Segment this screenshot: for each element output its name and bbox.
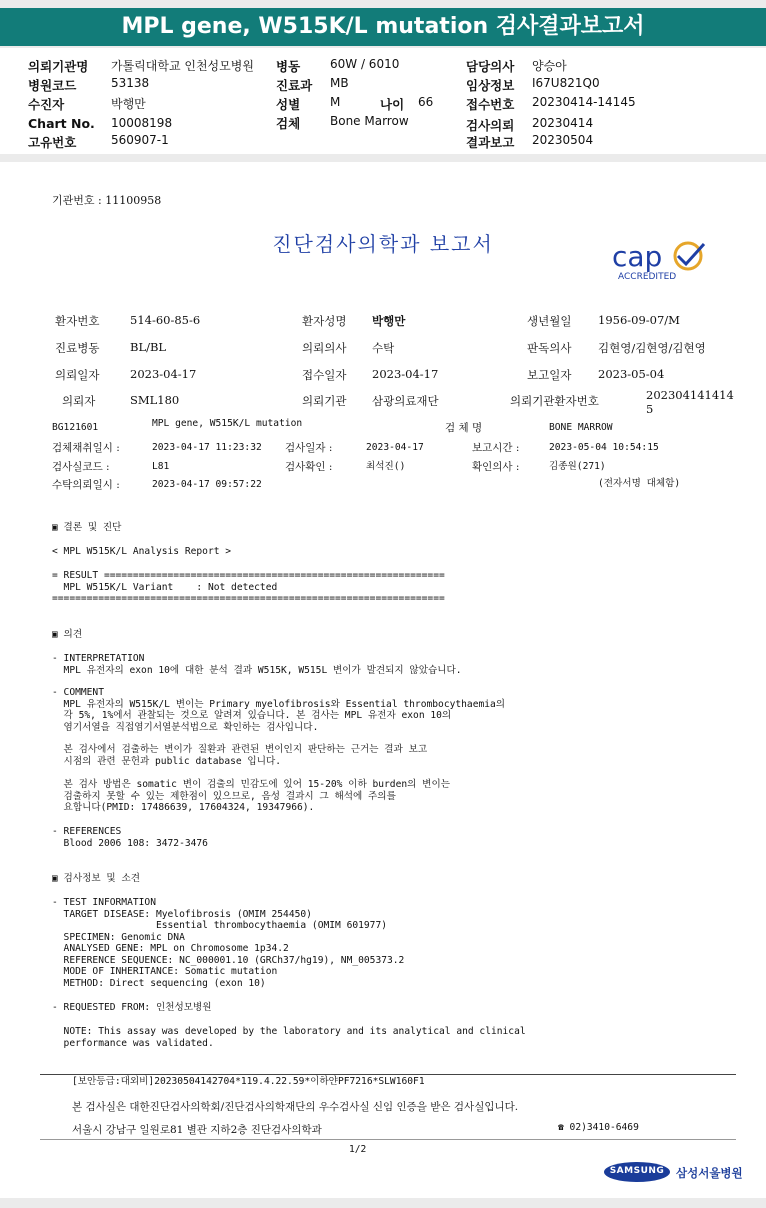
label-specimen-name: 검 체 명: [445, 422, 483, 434]
samsung-logo-text: SAMSUNG: [609, 1166, 665, 1176]
value-test-confirm: 최석진(): [366, 461, 406, 472]
label-patient-no: 환자번호: [55, 314, 100, 328]
security-line: [보안등급:대외비]20230504142704*119.4.22.59*이하얀PF7216*SLW160F1: [72, 1076, 425, 1087]
label-attending-physician: 담당의사: [466, 59, 515, 74]
document-title: 진단검사의학과 보고서: [272, 232, 494, 256]
test-name: MPL gene, W515K/L mutation: [152, 418, 303, 429]
value-requesting-doctor: 수탁: [372, 341, 395, 355]
value-request-day: 2023-04-17: [130, 367, 197, 381]
footer-divider: [40, 1074, 736, 1075]
certification-statement: 본 검사실은 대한진단검사의학회/진단검사의학재단의 우수검사실 신임 인증을 받은 검사실입니다.: [72, 1101, 519, 1113]
value-ward: 60W / 6010: [330, 57, 400, 71]
section-conclusion: ▣ 결론 및 진단: [52, 522, 122, 533]
cap-accredited-logo: [610, 234, 710, 282]
samsung-logo: [604, 1162, 670, 1182]
report-title: MPL gene, W515K/L mutation 검사결과보고서: [0, 8, 766, 46]
value-reading-doctor: 김현영/김현영/김현영: [598, 341, 706, 355]
lab-address: 서울시 강남구 일원로81 별관 지하2층 진단검사의학과: [72, 1124, 322, 1136]
section-opinion: ▣ 의견: [52, 629, 83, 640]
comment: - COMMENT MPL 유전자의 W515K/L 변이는 Primary myelofibrosis와 Essential thrombocythaemia의 각 5%, 1%에서 관찰되는 것으로 알려져 있습니다. 본 검사는 MPL 유전자 exon 10의 염기서열을 직접염기서열분석법으로 확인하는 검사입니다.: [52, 687, 506, 733]
label-report-time: 보고시간 :: [472, 442, 520, 454]
lab-phone: ☎ 02)3410-6469: [558, 1122, 639, 1133]
institution-number: 기관번호 : 11100958: [52, 194, 162, 207]
label-specimen: 검체: [276, 116, 301, 131]
label-reading-doctor: 판독의사: [527, 341, 572, 355]
value-age: 66: [418, 95, 434, 109]
header-info: [0, 48, 766, 154]
value-confirm-doctor: 김종원(271): [549, 461, 606, 472]
test-information: - TEST INFORMATION TARGET DISEASE: Myelofibrosis (OMIM 254450) Essential thrombocythaemia (OMIM 601977) SPECIMEN: Genomic DNA ANALYSED GENE: MPL on Chromosome 1p34.2 REFERENCE SEQUENCE: NC_000001.10 (GRCh37/hg19), NM_005373.2 MODE OF INHERITANCE: Somatic mutation METHOD: Direct sequencing (exon 10): [52, 897, 405, 989]
label-collect-time: 검체채취일시 :: [52, 442, 120, 454]
label-age: 나이: [380, 97, 405, 112]
electronic-signature-note: (전자서명 대체함): [598, 478, 681, 489]
label-report-day: 보고일자: [527, 368, 572, 382]
label-request-day: 의뢰일자: [55, 368, 100, 382]
value-result-date: 20230504: [532, 133, 594, 147]
label-lab-code: 검사실코드 :: [52, 461, 110, 473]
cap-accredited-text: ACCREDITED: [618, 272, 677, 282]
value-lab-code: L81: [152, 461, 170, 472]
requested-from: - REQUESTED FROM: 인천성모병원: [52, 1002, 212, 1013]
label-clinical-info: 임상정보: [466, 78, 515, 93]
value-sex: M: [330, 95, 341, 109]
label-ward: 병동: [276, 59, 301, 74]
cap-word: cap: [612, 240, 663, 273]
label-test-date: 검사일자 :: [285, 442, 333, 454]
bottom-divider: [40, 1139, 736, 1140]
page-number: 1/2: [349, 1144, 367, 1155]
value-outsource-time: 2023-04-17 09:57:22: [152, 479, 262, 490]
value-birthdate: 1956-09-07/M: [598, 313, 680, 327]
result-block: = RESULT =========================================================== MPL W515K/L Variant : Not detected ====================================================================: [52, 570, 445, 604]
label-requesting-institution: 의뢰기관명: [28, 59, 89, 74]
label-hospital-code: 병원코드: [28, 78, 77, 93]
value-patient-no: 514-60-85-6: [130, 313, 201, 327]
label-test-confirm: 검사확인 :: [285, 461, 333, 473]
value-org-patient-no-suffix: 5: [646, 402, 654, 416]
label-receipt-day: 접수일자: [302, 368, 347, 382]
value-ward-room: BL/BL: [130, 340, 167, 354]
value-patient-name: 박행만: [372, 314, 406, 328]
value-chart-no: 10008198: [111, 116, 173, 130]
value-department: MB: [330, 76, 349, 90]
label-requesting-org: 의뢰기관: [302, 394, 347, 408]
label-requesting-doctor: 의뢰의사: [302, 341, 347, 355]
validation-note: NOTE: This assay was developed by the laboratory and its analytical and clinical performance was validated.: [63, 1026, 526, 1049]
comment-basis: 본 검사에서 검출하는 변이가 질환과 관련된 변이인지 판단하는 근거는 결과 보고 시점의 관련 문헌과 public database 입니다.: [63, 744, 428, 767]
value-org-patient-no: 202304141414: [646, 388, 734, 402]
label-requester: 의뢰자: [62, 394, 96, 408]
value-requester: SML180: [130, 393, 180, 407]
value-accession-no: 20230414-14145: [532, 95, 636, 109]
value-request-date: 20230414: [532, 116, 594, 130]
label-department: 진료과: [276, 78, 313, 93]
value-hospital-code: 53138: [111, 76, 150, 90]
value-report-day: 2023-05-04: [598, 367, 665, 381]
label-result-date: 결과보고: [466, 135, 515, 150]
value-receipt-day: 2023-04-17: [372, 367, 439, 381]
value-specimen: Bone Marrow: [330, 114, 409, 128]
value-patient: 박행만: [111, 97, 146, 111]
references: - REFERENCES Blood 2006 108: 3472-3476: [52, 826, 208, 849]
label-outsource-time: 수탁의뢰일시 :: [52, 479, 120, 491]
label-org-patient-no: 의뢰기관환자번호: [510, 394, 599, 408]
value-test-date: 2023-04-17: [366, 442, 424, 453]
comment-limitations: 본 검사 방법은 somatic 변이 검출의 민감도에 있어 15-20% 이하 burden의 변이는 검출하지 못할 수 있는 제한점이 있으므로, 음성 결과시 그 해석에 주의를 요합니다(PMID: 17486639, 17604324, 19347966).: [63, 779, 450, 813]
analysis-report-heading: < MPL W515K/L Analysis Report >: [52, 546, 232, 557]
hospital-name: 삼성서울병원: [676, 1166, 743, 1180]
label-accession-no: 접수번호: [466, 97, 515, 112]
value-clinical-info: I67U821Q0: [532, 76, 600, 90]
label-sex: 성별: [276, 97, 301, 112]
value-unique-no: 560907-1: [111, 133, 169, 147]
label-patient-name: 환자성명: [302, 314, 347, 328]
label-confirm-doctor: 확인의사 :: [472, 461, 520, 473]
label-unique-no: 고유번호: [28, 135, 77, 150]
value-report-time: 2023-05-04 10:54:15: [549, 442, 659, 453]
value-requesting-org: 삼광의료재단: [372, 394, 439, 408]
label-ward-room: 진료병동: [55, 341, 100, 355]
value-collect-time: 2023-04-17 11:23:32: [152, 442, 262, 453]
test-code: BG121601: [52, 422, 99, 433]
label-chart-no: Chart No.: [28, 116, 95, 131]
value-requesting-institution: 가톨릭대학교 인천성모병원: [111, 59, 254, 73]
value-attending-physician: 양승아: [532, 59, 567, 73]
label-request-date: 검사의뢰: [466, 118, 515, 133]
value-specimen-name: BONE MARROW: [549, 422, 613, 433]
label-birthdate: 생년월일: [527, 314, 572, 328]
interpretation: - INTERPRETATION MPL 유전자의 exon 10에 대한 분석 결과 W515K, W515L 변이가 발견되지 않았습니다.: [52, 653, 462, 676]
label-patient: 수진자: [28, 97, 65, 112]
report-document: [0, 162, 766, 1198]
section-test-info: ▣ 검사정보 및 소견: [52, 873, 140, 884]
